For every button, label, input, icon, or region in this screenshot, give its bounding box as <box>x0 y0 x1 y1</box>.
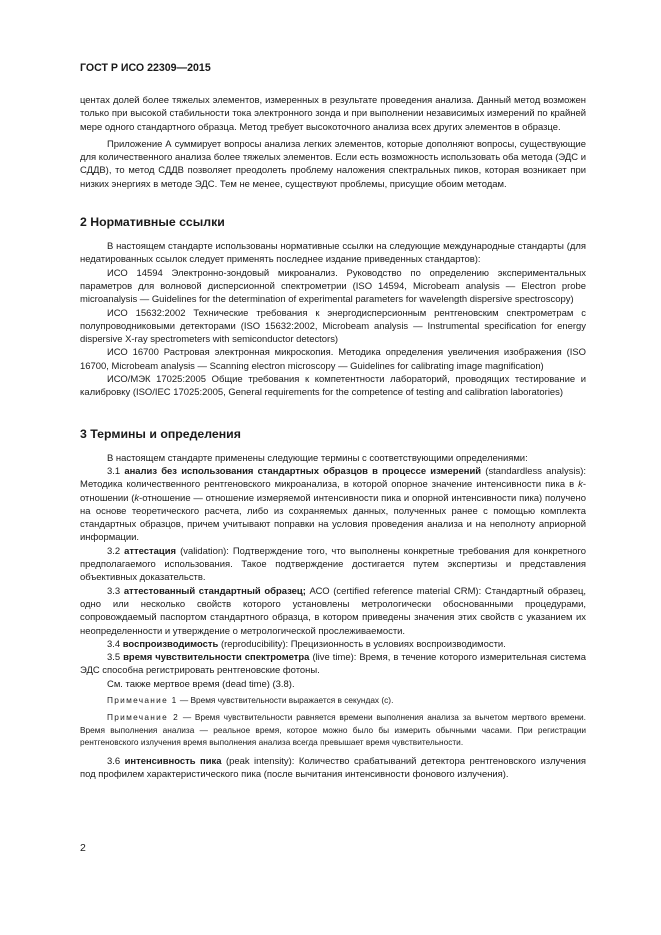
term-3-5: 3.5 время чувствительности спектрометра (live time): Время, в течение которого измерительная система ЭДС способна регистрировать рентгеновские фотоны. <box>80 652 587 677</box>
term-name: интенсивность пика <box>124 755 222 767</box>
reference-iso-15632: ИСО 15632:2002 Технические требования к энергодисперсионным рентгеновским спектрометрам с полупроводниковыми детекторами (ISO 15632:2002, Microbeam analysis — Instrumental specification for energy dispersive X-ray spectrometers with semiconductor detectors) <box>80 307 586 346</box>
term-number: 3.1 <box>107 465 121 477</box>
term-name: воспроизводимость <box>122 638 219 650</box>
reference-iso-16700: ИСО 16700 Растровая электронная микроскопия. Методика определения увеличения изображения (ISO 16700, Microbeam analysis — Scanning electron microscopy — Guidelines for calibrating image magnification) <box>80 347 586 372</box>
intro-paragraph-2: Приложение А суммирует вопросы анализа легких элементов, которые дополняют вопросы, существующие для количественного анализа более тяжелых элементов. Если есть возможность использовать оба метода (ЭДС и СДДВ), то метод СДДВ позволяет преодолеть проблему наложения спектральных пиков, которая возникает при низких энергиях в методе ЭДС. Тем не менее, существуют проблемы, присущие обоим методам. <box>80 138 586 190</box>
term-3-5-see-also: См. также мертвое время (dead time) (3.8). <box>107 678 295 690</box>
term-number: 3.2 <box>107 545 121 557</box>
document-header: ГОСТ Р ИСО 22309—2015 <box>80 62 211 74</box>
intro-paragraph-1: центах долей более тяжелых элементов, измеренных в результате проведения анализа. Данный метод возможен только при высокой стабильности тока электронного зонда и при выполнении независимых измерений по крайней мере одного стандартного образца. Метод требует высокоточного анализа всех других элементов в образце. <box>80 95 586 133</box>
note-label: Примечание 1 <box>107 694 178 705</box>
note-2: Примечание 2 — Время чувствительности равняется времени выполнения анализа за вычетом мертвого времени. Время выполнения анализа — реальное время, которое можно было бы измерить обычными часами. При регистрации рентгеновского излучения время выполнения анализа всегда превышает время чувствительности. <box>80 712 586 748</box>
term-name: аттестованный стандартный образец; <box>123 585 306 597</box>
term-number: 3.5 <box>107 652 121 664</box>
section-2-title: 2 Нормативные ссылки <box>80 215 225 230</box>
term-3-2: 3.2 аттестация (validation): Подтверждение того, что выполнены конкретные требования для конкретного предполагаемого использования. Такое подтверждение достигается путем экспертизы и представления объективных доказательств. <box>80 545 586 584</box>
page-number: 2 <box>80 842 86 854</box>
section-3-intro: В настоящем стандарте применены следующие термины с соответствующими определениями: <box>107 452 528 464</box>
term-3-3: 3.3 аттестованный стандартный образец; АСО (certified reference material CRM): Стандартный образец, одно или несколько свойств которого установлены метрологически обоснованными процедурами, сопровождаемый паспортом стандартного образца, в котором приведены значения этих свойств с указанием их неопределенности и утверждение о метрологической прослеживаемости. <box>80 585 586 637</box>
reference-iso-17025: ИСО/МЭК 17025:2005 Общие требования к компетентности лабораторий, проводящих тестирование и калибровку (ISO/IEC 17025:2005, General requirements for the competence of testing and calibration laboratories) <box>80 374 586 399</box>
term-name: аттестация <box>124 545 177 557</box>
term-number: 3.3 <box>107 585 121 597</box>
page-content <box>80 94 586 781</box>
reference-iso-14594: ИСО 14594 Электронно-зондовый микроанализ. Руководство по определению экспериментальных параметров для волновой дисперсионной спектрометрии (ISO 14594, Microbeam analysis — Electron probe microanalysis — Guidelines for the determination of experimental parameters for wavelength dispersive spectroscopy) <box>80 267 586 306</box>
term-3-6: 3.6 интенсивность пика (peak intensity): Количество срабатываний детектора рентгеновского излучения под профилем характеристического пика (после вычитания интенсивности фонового излучения). <box>80 755 586 780</box>
note-1: Примечание 1 — Время чувствительности выражается в секундах (с). <box>107 694 394 705</box>
section-3-title: 3 Термины и определения <box>80 426 241 441</box>
note-label: Примечание 2 <box>107 712 180 723</box>
term-name: время чувствительности спектрометра <box>123 652 310 664</box>
term-3-4: 3.4 воспроизводимость (reproducibility): Прецизионность в условиях воспроизводимости. <box>107 638 506 650</box>
term-number: 3.4 <box>107 638 121 650</box>
section-2-intro: В настоящем стандарте использованы нормативные ссылки на следующие международные стандарты (для недатированных ссылок следует применять последнее издание приведенных стандартов): <box>80 241 586 266</box>
term-3-1: 3.1 анализ без использования стандартных образцов в процессе измерений (standardless analysis): Методика количественного рентгеновского микроанализа, в которой опорное значение интенсивности пика в k-отношении (k-отношение — отношение измеряемой интенсивности пика и опорной интенсивности пика) получено на основе теоретического расчета, либо из сохраняемых данных, полученных ранее с помощью комплекта стандартных образцов, причем учитывают поправки на условия проведения анализа и на неполноту априорной информации. <box>80 465 587 544</box>
term-name: анализ без использования стандартных образцов в процессе измерений <box>124 465 482 477</box>
term-number: 3.6 <box>107 755 121 767</box>
